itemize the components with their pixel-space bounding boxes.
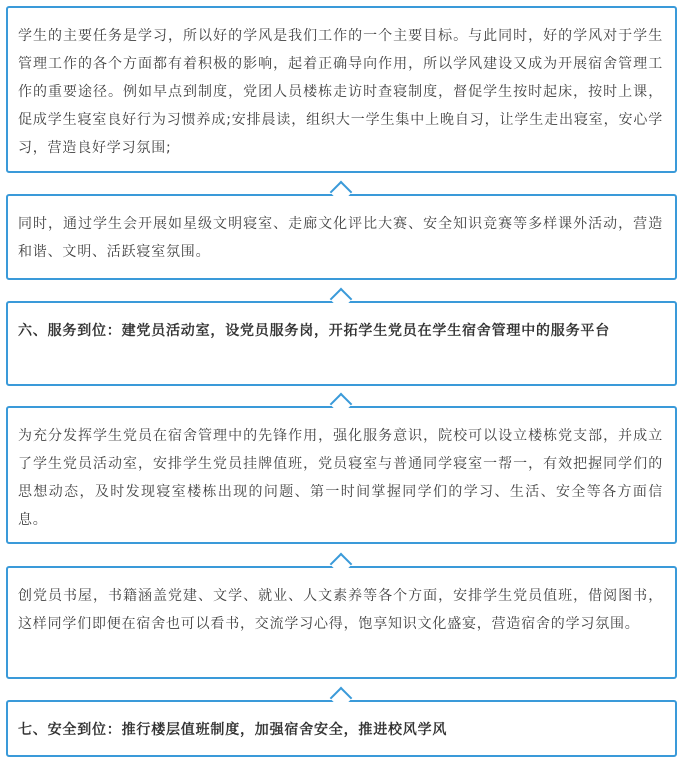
paragraph-party-members: 为充分发挥学生党员在宿舍管理中的先锋作用，强化服务意识，院校可以设立楼栋党支部，并成立了学生党员活动室，安排学生党员挂牌值班，党员寝室与普通同学寝室一帮一，有效把握同学们的思想动态，及时发现寝室楼栋出现的问题、第一时间掌握同学们的学习、生活、安全等各方面信息。 [18,428,663,528]
connector-arrow-icon [329,288,352,311]
heading-service: 六、服务到位：建党员活动室，设党员服务岗，开拓学生党员在学生宿舍管理中的服务平台 [18,323,610,339]
paragraph-activities: 同时，通过学生会开展如星级文明寝室、走廊文化评比大赛、安全知识竞赛等多样课外活动，营造和谐、文明、活跃寝室氛围。 [18,216,663,260]
content-block-1 [6,6,677,173]
section-heading-6 [6,301,677,386]
content-block-2 [6,194,677,280]
paragraph-study-style: 学生的主要任务是学习，所以好的学风是我们工作的一个主要目标。与此同时，好的学风对于学生管理工作的各个方面都有着积极的影响，起着正确导向作用，所以学风建设又成为开展宿舍管理工作的重要途径。例如早点到制度，党团人员楼栋走访时查寝制度，督促学生按时起床，按时上课，促成学生寝室良好行为习惯养成;安排晨读，组织大一学生集中上晚自习，让学生走出寝室，安心学习，营造良好学习氛围; [18,28,663,156]
connector-arrow-icon [329,553,352,576]
content-block-3 [6,406,677,544]
section-heading-7 [6,700,677,757]
connector-arrow-icon [329,181,352,204]
heading-safety: 七、安全到位：推行楼层值班制度，加强宿舍安全，推进校风学风 [18,722,448,738]
connector-arrow-icon [329,393,352,416]
connector-arrow-icon [329,687,352,710]
paragraph-book-house: 创党员书屋，书籍涵盖党建、文学、就业、人文素养等各个方面，安排学生党员值班，借阅图书，这样同学们即便在宿舍也可以看书，交流学习心得，饱享知识文化盛宴，营造宿舍的学习氛围。 [18,588,663,632]
content-block-4 [6,566,677,679]
